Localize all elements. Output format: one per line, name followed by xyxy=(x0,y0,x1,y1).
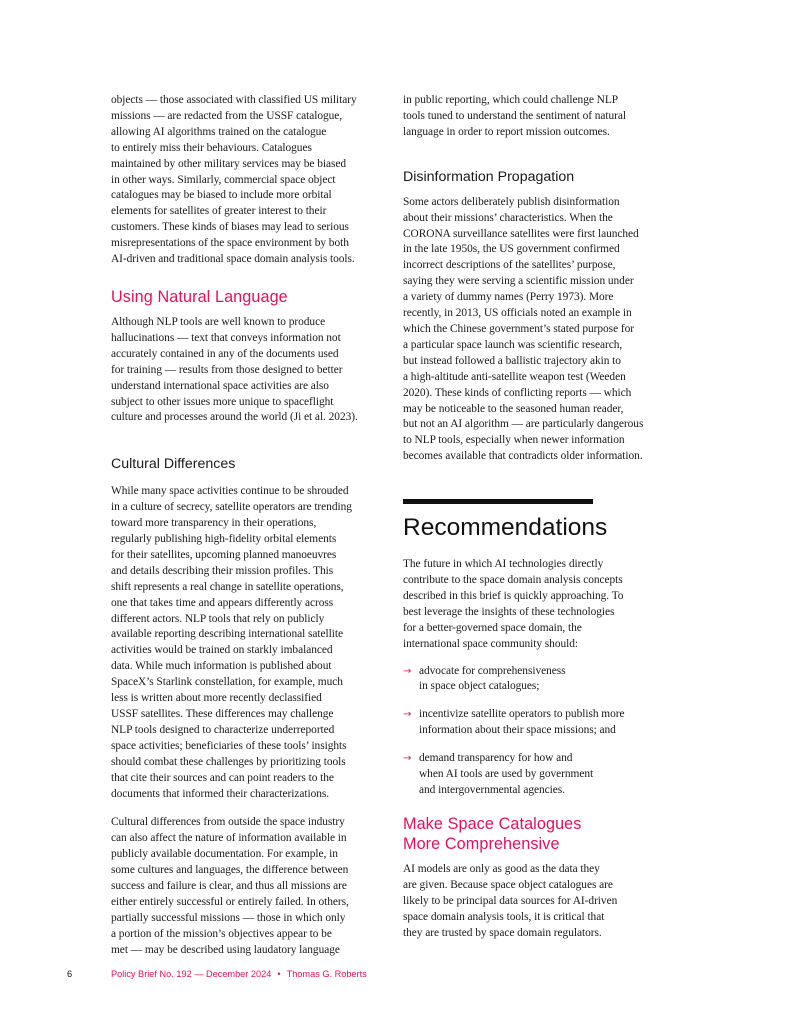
heading-make-space-catalogues: Make Space Catalogues More Comprehensive xyxy=(403,814,582,853)
heading-disinformation-propagation: Disinformation Propagation xyxy=(403,168,575,185)
recommendation-text: incentivize satellite operators to publish more information about their space missions; and xyxy=(419,708,625,737)
paragraph-nlp-hallucinations: Although NLP tools are well known to produce hallucinations — text that conveys information not accurately contained in any of the documents used for training — results from those designed to better understand international space activities are also subject to other issues more unique to spaceflight culture and processes around the world (Ji et al. 2023). xyxy=(111,315,358,424)
recommendations-list xyxy=(403,664,683,799)
paragraph-public-reporting: in public reporting, which could challenge NLP tools tuned to understand the sentiment of natural language in order to report mission outcomes. xyxy=(403,94,627,138)
footer-citation xyxy=(111,967,367,981)
footer-author: Thomas G. Roberts xyxy=(286,969,367,979)
section-rule xyxy=(403,499,593,504)
recommendation-text: advocate for comprehensiveness in space object catalogues; xyxy=(419,664,566,693)
list-item xyxy=(403,707,683,739)
left-column xyxy=(111,93,391,959)
paragraph-biases: objects — those associated with classified US military missions — are redacted from the USSF catalogue, allowing AI algorithms trained on the catalogue to entirely miss their behaviours. Catalogues maintained by other military services may be biased in other ways. Similarly, commercial space object catalogues may be biased to include more orbital elements for satellites of greater interest to their customers. These kinds of biases may lead to serious misrepresentations of the space environment by both AI-driven and traditional space domain analysis tools. xyxy=(111,94,357,266)
arrow-right-icon: → xyxy=(403,665,412,677)
paragraph-recommendations-intro: The future in which AI technologies directly contribute to the space domain analysis concepts described in this brief is quickly approaching. To best leverage the insights of these technologies for a better-governed space domain, the international space community should: xyxy=(403,558,624,650)
arrow-right-icon: → xyxy=(403,753,412,765)
heading-cultural-differences: Cultural Differences xyxy=(111,456,236,473)
paragraph-disinformation: Some actors deliberately publish disinformation about their missions’ characteristics. When the CORONA surveillance satellites were first launched in the late 1950s, the US government confirmed incorrect descriptions of the satellites’ purpose, saying they were serving a scientific mission under a variety of dummy names (Perry 1973). More recently, in 2013, US officials noted an example in which the Chinese government’s stated purpose for a particular space launch was scientific research, but instead followed a ballistic trajectory akin to a high-altitude anti-satellite weapon test (Weeden 2020). These kinds of conflicting reports — which may be noticeable to the seasoned human reader, but not an AI algorithm — are particularly dangerous to NLP tools, especially when newer information becomes available that contradicts older information. xyxy=(403,195,644,463)
recommendation-text: demand transparency for how and when AI tools are used by government and intergovernmental agencies. xyxy=(419,752,594,796)
heading-recommendations: Recommendations xyxy=(403,514,608,542)
paragraph-catalogues: AI models are only as good as the data they are given. Because space object catalogues are likely to be principal data sources for AI-driven space domain analysis tools, it is critical that they are trusted by space domain regulators. xyxy=(403,862,618,939)
right-column xyxy=(403,93,683,941)
list-item xyxy=(403,664,683,696)
page-footer xyxy=(0,967,791,981)
footer-brief: Policy Brief No. 192 — December 2024 xyxy=(111,969,272,979)
heading-using-natural-language: Using Natural Language xyxy=(111,287,288,306)
list-item xyxy=(403,751,683,799)
arrow-right-icon: → xyxy=(403,709,412,721)
paragraph-cultural-secrecy: While many space activities continue to be shrouded in a culture of secrecy, satellite operators are trending toward more transparency in their operations, regularly publishing high-fidelity orbital elements for their satellites, upcoming planned manoeuvres and details describing their mission profiles. This shift represents a real change in satellite operations, one that takes time and appears differently across different actors. NLP tools that rely on publicly available reporting describing international satellite activities would be trained on starkly imbalanced data. While much information is published about SpaceX’s Starlink constellation, for example, much less is written about more recently declassified USSF satellites. These differences may challenge NLP tools designed to characterize underreported space activities; beneficiaries of these tools’ insights should combat these challenges by prioritizing tools that cite their sources and can point readers to the documents that informed their characterizations. xyxy=(111,485,352,800)
paragraph-cultural-outside: Cultural differences from outside the space industry can also affect the nature of information available in publicly available documentation. For example, in some cultures and languages, the difference between success and failure is clear, and thus all missions are either entirely successful or entirely failed. In others, partially successful missions — those in which only a portion of the mission’s objectives appear to be met — may be described using laudatory language xyxy=(111,816,349,956)
footer-separator: • xyxy=(277,969,281,979)
page-number: 6 xyxy=(67,969,73,979)
